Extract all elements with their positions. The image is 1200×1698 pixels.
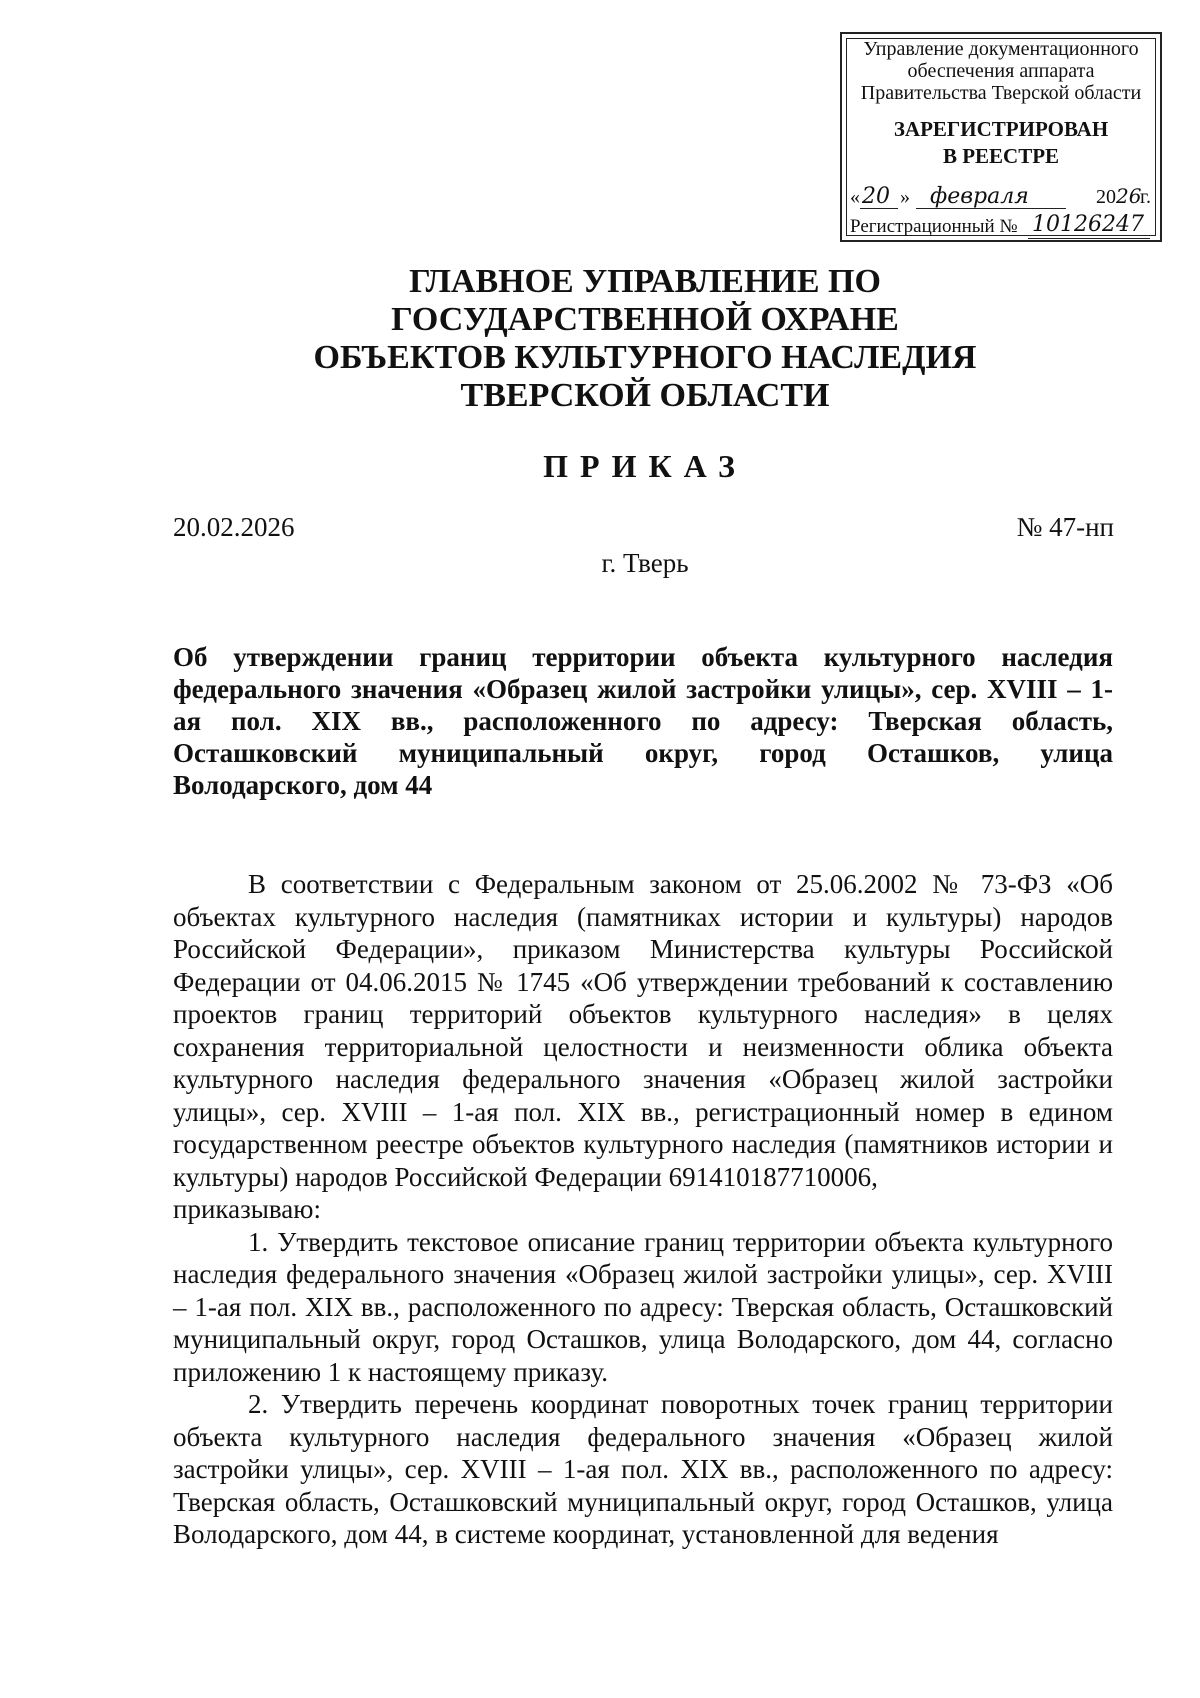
registration-stamp xyxy=(840,32,1162,242)
order-subject: Об утверждении границ территории объекта культурного наследия федерального значения «Образец жилой застройки улицы», сер. XVIII – 1-ая пол. XIX вв., расположенного по адресу: Тверская область, Осташковский муниципальный округ, город Осташков, улица Володарского, дом 44 xyxy=(173,642,1113,800)
preamble-paragraph: В соответствии с Федеральным законом от 25.06.2002 № 73-ФЗ «Об объектах культурного наследия (памятниках истории и культуры) народов Российской Федерации», приказом Министерства культуры Российской Федерации от 04.06.2015 № 1745 «Об утверждении требований к составлению проектов границ территорий объектов культурного наследия» в целях сохранения территориальной целостности и неизменности облика объекта культурного наследия федерального значения «Образец жилой застройки улицы», сер. XVIII – 1-ая пол. XIX вв., регистрационный номер в едином государственном реестре объектов культурного наследия (памятников истории и культуры) народов Российской Федерации 691410187710006, xyxy=(173,869,1113,1192)
stamp-status-line2: В РЕЕСТРЕ xyxy=(942,144,1060,168)
stamp-date-close-quote: » xyxy=(900,186,910,208)
stamp-date-year: 26 xyxy=(1116,184,1142,208)
authority-line1: ГЛАВНОЕ УПРАВЛЕНИЕ ПО xyxy=(409,263,881,300)
stamp-date-line xyxy=(850,184,1150,214)
order-body xyxy=(173,868,1113,1551)
stamp-date-month: февраля xyxy=(930,184,1029,209)
stamp-dept-line1: Управление документационного xyxy=(863,38,1139,60)
stamp-reg-number: 10126247 xyxy=(1032,212,1144,237)
order-word: приказываю: xyxy=(173,1194,321,1224)
issuing-authority xyxy=(0,263,1200,415)
authority-line4: ТВЕРСКОЙ ОБЛАСТИ xyxy=(460,377,830,414)
stamp-date-year-prefix: 20 xyxy=(1096,186,1116,208)
authority-line2: ГОСУДАРСТВЕННОЙ ОХРАНЕ xyxy=(391,301,899,338)
order-item-2: 2. Утвердить перечень координат поворотных точек границ территории объекта культурного наследия федерального значения «Образец жилой застройки улицы», сер. XVIII – 1-ая пол. XIX вв., расположенного по адресу: Тверская область, Осташковский муниципальный округ, город Осташков, улица Володарского, дом 44, в системе координат, установленной для ведения xyxy=(173,1389,1113,1549)
authority-line3: ОБЪЕКТОВ КУЛЬТУРНОГО НАСЛЕДИЯ xyxy=(313,339,977,376)
stamp-status-line1: ЗАРЕГИСТРИРОВАН xyxy=(893,117,1109,141)
stamp-dept-line3: Правительства Тверской области xyxy=(860,82,1142,104)
stamp-registration-line xyxy=(850,214,1150,242)
stamp-dept-line2: обеспечения аппарата xyxy=(907,60,1095,82)
stamp-reg-label: Регистрационный № xyxy=(850,216,1018,237)
stamp-date-open-quote: « xyxy=(850,186,860,208)
order-item-1: 1. Утвердить текстовое описание границ территории объекта культурного наследия федерального значения «Образец жилой застройки улицы», сер. XVIII – 1-ая пол. XIX вв., расположенного по адресу: Тверская область, Осташковский муниципальный округ, город Осташков, улица Володарского, дом 44, согласно приложению 1 к настоящему приказу. xyxy=(173,1226,1113,1387)
order-number: № 47-нп xyxy=(1016,512,1114,542)
stamp-date-suffix: г. xyxy=(1140,186,1151,208)
stamp-status xyxy=(842,116,1160,170)
stamp-department xyxy=(842,38,1160,104)
document-type: ПРИКАЗ xyxy=(543,448,747,484)
stamp-date-day: 20 xyxy=(862,184,890,209)
order-city: г. Тверь xyxy=(601,548,689,578)
order-date: 20.02.2026 xyxy=(173,512,295,542)
